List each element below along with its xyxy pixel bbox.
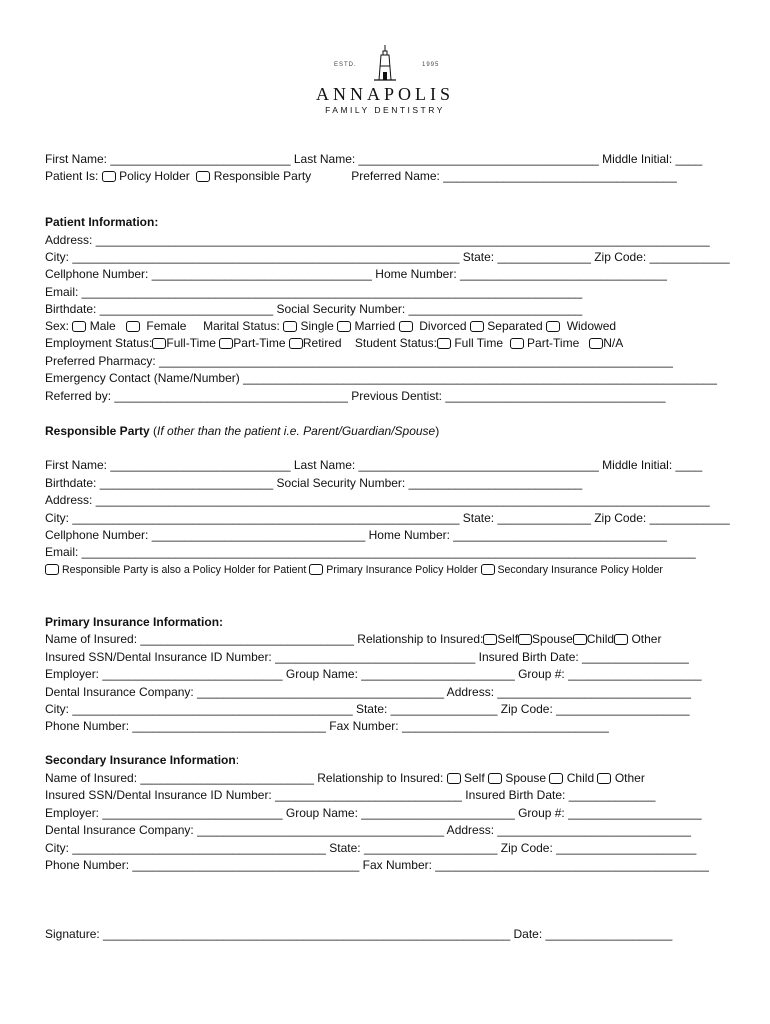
secondary-heading-colon: :: [235, 753, 240, 767]
marital-label: Marital Status:: [203, 319, 280, 333]
male-label: Male: [89, 319, 116, 333]
primary-spouse-label: Spouse: [532, 632, 573, 646]
responsible-paren-close: ): [435, 424, 440, 438]
student-part-time-checkbox[interactable]: [510, 338, 524, 349]
signature-row[interactable]: Signature: _____________________________________________________________ Date: ___________________: [45, 927, 673, 941]
preferred-name-field[interactable]: Preferred Name: ___________________________________: [351, 169, 677, 183]
logo-subtitle: FAMILY DENTISTRY: [325, 105, 445, 115]
married-label: Married: [354, 319, 396, 333]
single-checkbox[interactable]: [283, 321, 297, 332]
secondary-holder-checkbox[interactable]: [481, 564, 495, 575]
patient-is-row: [45, 169, 677, 183]
primary-other-checkbox[interactable]: [614, 634, 628, 645]
primary-phone-row[interactable]: Phone Number: _____________________________ Fax Number: _______________________________: [45, 719, 609, 733]
responsible-note: If other than the patient i.e. Parent/Guardian/Spouse: [157, 424, 436, 438]
na-label: N/A: [603, 336, 624, 350]
rp-first-name-row[interactable]: First Name: ___________________________ Last Name: ____________________________________ Middle Initial: ____: [45, 458, 703, 472]
patient-email-field[interactable]: Email: ___________________________________________________________________________: [45, 285, 583, 299]
secondary-other-checkbox[interactable]: [597, 773, 611, 784]
pharmacy-field[interactable]: Preferred Pharmacy: _____________________________________________________________________________: [45, 354, 673, 368]
married-checkbox[interactable]: [337, 321, 351, 332]
student-label: Student Status:: [354, 336, 437, 350]
male-checkbox[interactable]: [72, 321, 86, 332]
policy-holder-checkbox[interactable]: [102, 171, 116, 182]
rp-phone-row[interactable]: Cellphone Number: ________________________________ Home Number: ________________________________: [45, 528, 667, 542]
widowed-label: Widowed: [566, 319, 617, 333]
secondary-holder-label: Secondary Insurance Policy Holder: [497, 564, 663, 576]
primary-child-label: Child: [586, 632, 615, 646]
lighthouse-icon: [370, 44, 400, 84]
primary-self-checkbox[interactable]: [483, 634, 497, 645]
secondary-insured-name-row: [45, 771, 645, 785]
single-label: Single: [300, 319, 334, 333]
primary-self-label: Self: [497, 632, 519, 646]
employment-label: Employment Status:: [45, 336, 153, 350]
rp-city-row[interactable]: City: __________________________________________________________ State: ______________ Zip Code: ____________: [45, 511, 730, 525]
primary-city-row[interactable]: City: __________________________________________ State: ________________ Zip Code: ____________________: [45, 702, 690, 716]
secondary-ssn-row[interactable]: Insured SSN/Dental Insurance ID Number: ____________________________ Insured Birth Date: _____________: [45, 788, 656, 802]
secondary-self-checkbox[interactable]: [447, 773, 461, 784]
primary-insured-name-field[interactable]: Name of Insured: ________________________________ Relationship to Insured:: [45, 632, 484, 646]
responsible-heading: Responsible Party: [45, 424, 150, 438]
primary-child-checkbox[interactable]: [573, 634, 587, 645]
first-name-row[interactable]: First Name: ___________________________ Last Name: ____________________________________ Middle Initial: ____: [45, 152, 703, 166]
responsible-paren-open: (: [149, 424, 158, 438]
logo-estd: ESTD.: [334, 62, 357, 68]
student-full-time-checkbox[interactable]: [437, 338, 451, 349]
primary-other-label: Other: [631, 632, 662, 646]
secondary-city-row[interactable]: City: ______________________________________ State: ____________________ Zip Code: _____________________: [45, 841, 697, 855]
secondary-insured-name-field[interactable]: Name of Insured: __________________________ Relationship to Insured:: [45, 771, 444, 785]
part-time-checkbox[interactable]: [219, 338, 233, 349]
primary-holder-label: Primary Insurance Policy Holder: [326, 564, 478, 576]
logo-year: 1995: [422, 62, 440, 68]
student-full-time-label: Full Time: [454, 336, 503, 350]
full-time-label: Full-Time: [166, 336, 216, 350]
secondary-employer-row[interactable]: Employer: ___________________________ Group Name: _______________________ Group #: ____________________: [45, 806, 702, 820]
emergency-contact-field[interactable]: Emergency Contact (Name/Number) _______________________________________________________________________: [45, 371, 717, 385]
patient-phone-row[interactable]: Cellphone Number: _________________________________ Home Number: _______________________________: [45, 267, 667, 281]
full-time-checkbox[interactable]: [152, 338, 166, 349]
referred-by-row[interactable]: Referred by: ___________________________________ Previous Dentist: _________________________________: [45, 389, 666, 403]
responsible-party-heading-row: [45, 424, 439, 438]
logo-brand: ANNAPOLIS: [315, 84, 454, 104]
secondary-insurance-heading: Secondary Insurance Information: [45, 753, 236, 767]
widowed-checkbox[interactable]: [546, 321, 560, 332]
secondary-spouse-checkbox[interactable]: [488, 773, 502, 784]
patient-birthdate-row[interactable]: Birthdate: __________________________ Social Security Number: __________________________: [45, 302, 583, 316]
primary-company-row[interactable]: Dental Insurance Company: _____________________________________ Address: _____________________________: [45, 685, 691, 699]
secondary-child-label: Child: [566, 771, 595, 785]
secondary-phone-row[interactable]: Phone Number: __________________________________ Fax Number: _________________________________________: [45, 858, 709, 872]
rp-policy-holder-label: Responsible Party is also a Policy Holder for Patient: [61, 564, 307, 576]
secondary-heading-row: [45, 753, 239, 767]
rp-address-field[interactable]: Address: ____________________________________________________________________________________________: [45, 493, 710, 507]
rp-birthdate-row[interactable]: Birthdate: __________________________ Social Security Number: __________________________: [45, 476, 583, 490]
primary-ssn-row[interactable]: Insured SSN/Dental Insurance ID Number: ______________________________ Insured Birth Date: ________________: [45, 650, 689, 664]
separated-label: Separated: [487, 319, 543, 333]
retired-checkbox[interactable]: [289, 338, 303, 349]
secondary-self-label: Self: [464, 771, 485, 785]
separated-checkbox[interactable]: [470, 321, 484, 332]
secondary-company-row[interactable]: Dental Insurance Company: _____________________________________ Address: _____________________________: [45, 823, 691, 837]
patient-city-row[interactable]: City: __________________________________________________________ State: ______________ Zip Code: ____________: [45, 250, 730, 264]
divorced-label: Divorced: [419, 319, 467, 333]
primary-holder-checkbox[interactable]: [309, 564, 323, 575]
policy-holder-label: Policy Holder: [119, 169, 190, 183]
female-label: Female: [146, 319, 187, 333]
student-part-time-label: Part-Time: [527, 336, 580, 350]
retired-label: Retired: [302, 336, 342, 350]
female-checkbox[interactable]: [126, 321, 140, 332]
policy-holder-options-row: [45, 563, 663, 577]
secondary-other-label: Other: [614, 771, 645, 785]
primary-insurance-heading: Primary Insurance Information:: [45, 615, 224, 629]
patient-is-label: Patient Is:: [45, 169, 99, 183]
secondary-spouse-label: Spouse: [505, 771, 547, 785]
rp-email-field[interactable]: Email: ____________________________________________________________________________________________: [45, 545, 696, 559]
patient-address-field[interactable]: Address: ____________________________________________________________________________________________: [45, 233, 710, 247]
primary-employer-row[interactable]: Employer: ___________________________ Group Name: _______________________ Group #: ____________________: [45, 667, 702, 681]
secondary-child-checkbox[interactable]: [549, 773, 563, 784]
employment-row: [45, 336, 623, 350]
rp-policy-holder-checkbox[interactable]: [45, 564, 59, 575]
primary-spouse-checkbox[interactable]: [518, 634, 532, 645]
part-time-label: Part-Time: [233, 336, 286, 350]
responsible-party-checkbox[interactable]: [196, 171, 210, 182]
logo: [300, 44, 470, 120]
na-checkbox[interactable]: [589, 338, 603, 349]
divorced-checkbox[interactable]: [399, 321, 413, 332]
patient-info-heading: Patient Information:: [45, 215, 159, 229]
sex-label: Sex:: [45, 319, 70, 333]
primary-insured-name-row: [45, 632, 661, 646]
responsible-party-label: Responsible Party: [213, 169, 312, 183]
sex-marital-row: [45, 319, 616, 333]
